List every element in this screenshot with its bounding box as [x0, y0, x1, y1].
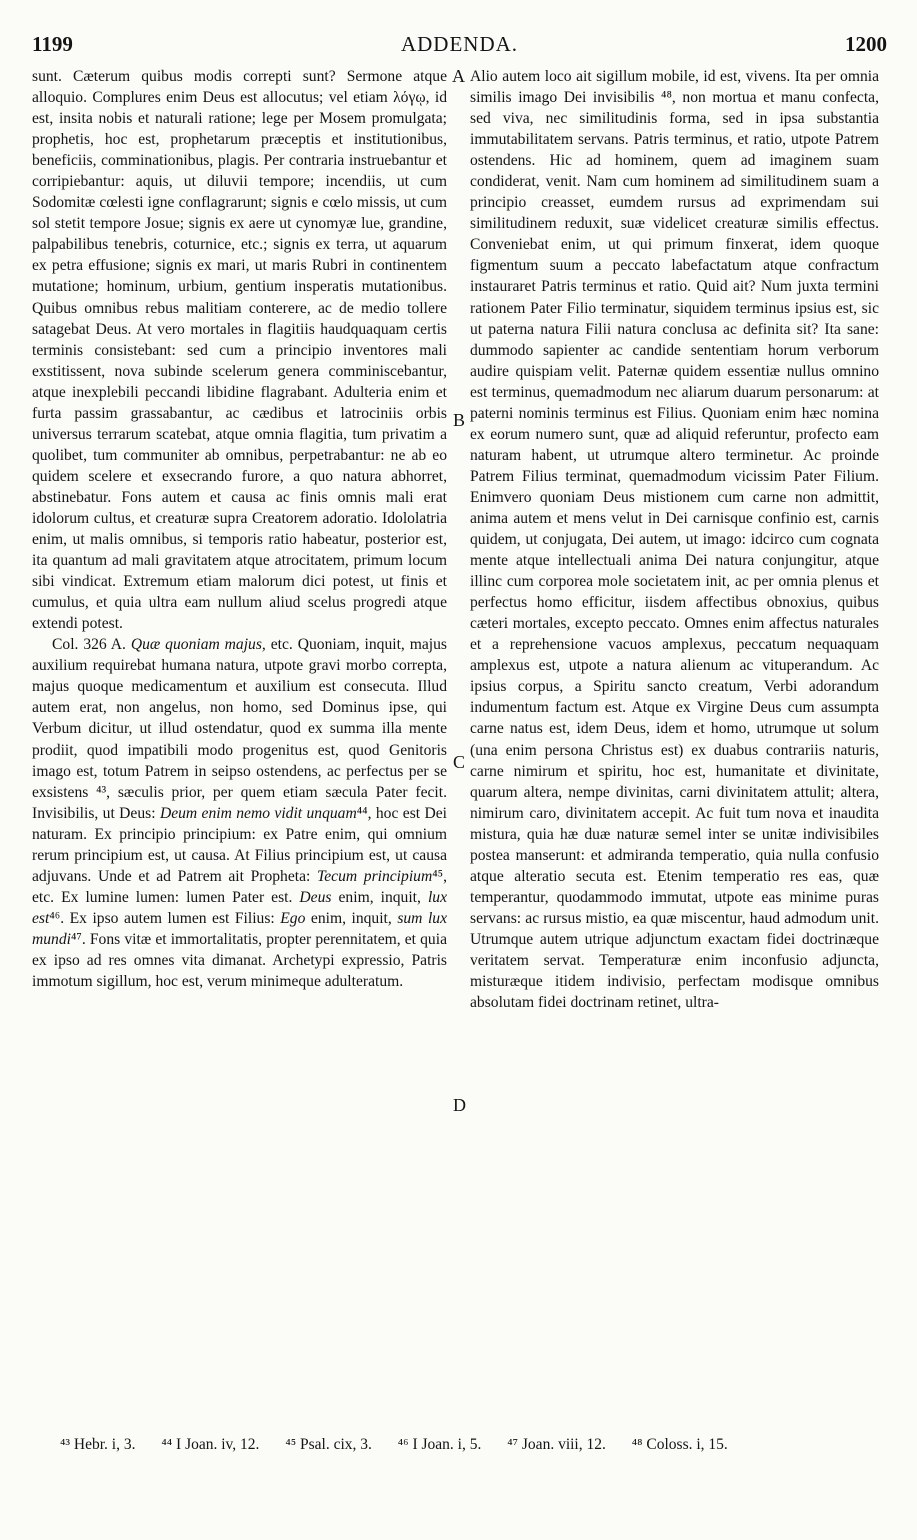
- text-run: etc. Quoniam, inquit, majus auxilium requirebat humana natura, utpote gravi morbo correpta, majus quoque medicamentum et auxilium est consecuta. Illud autem erat, non angelus, non homo, sed Dominus ipse, qui Verbum dicitur, ut illud ostendatur, quod ex summa illa mente prodiit, quod impatibili modo progenitus est, quod Genitoris imago est, totum Patrem in seipso ostendens, ac perfectus per se exsistens ⁴³, sæculis prior, per quem etiam sæcula Pater fecit. Invisibilis, ut Deus:: [32, 636, 447, 822]
- page-number-left: 1199: [32, 32, 73, 56]
- scripture-quote: lux est: [32, 888, 447, 927]
- text-run: ⁴⁵, etc. Ex lumine lumen: lumen Pater est.: [32, 867, 447, 906]
- column-reference: Col. 326 A.: [52, 636, 126, 654]
- scripture-quote: Deus: [299, 888, 332, 906]
- left-paragraph-2: [32, 634, 447, 992]
- text-run: enim, inquit,: [310, 909, 392, 927]
- margin-marker-c: C: [453, 752, 466, 772]
- footnote: ⁴⁵ Psal. cix, 3.: [285, 1436, 372, 1453]
- scripture-quote: Tecum principium: [317, 867, 433, 885]
- running-header: [32, 32, 887, 64]
- text-run: ⁴⁴, hoc est Dei naturam. Ex principio principium: ex Patre enim, qui omnium rerum principium est, ut causa. At Filius principium est, ut causa adjuvans. Unde et ad Patrem ait Propheta:: [32, 804, 447, 885]
- running-title: ADDENDA.: [400, 32, 519, 56]
- margin-marker-d: D: [453, 1095, 466, 1115]
- scripture-quote: Ego: [280, 909, 306, 927]
- text-run: ⁴⁶. Ex ipso autem lumen est Filius:: [49, 909, 275, 927]
- text-run: ⁴⁷. Fons vitæ et immortalitatis, propter perennitatem, et quia ex ipso ad res omnes vita dimanat. Archetypi expressio, Patris immotum sigillum, hoc est, verum minimeque adulteratum.: [32, 930, 447, 991]
- left-column: [32, 66, 447, 992]
- right-paragraph-1: Alio autem loco ait sigillum mobile, id est, vivens. Ita per omnia similis imago Dei invisibilis ⁴⁸, non mortua et manu confecta, sed viva, nec similitudinis forma, sed in ipsa substantia immutabilitatem servans. Patris terminus, et ratio, utpote Patrem ostendens. Hic ad hominem, quem ad imaginem suam condiderat, venit. Nam cum hominem ad similitudinem suam a principio creasset, eumdem rursus ad exprimendam sui similitudinem reduxit, suæ videlicet creaturæ similis effectus. Conveniebat enim, ut qui primum finxerat, idem quoque figmentum suum a peccato labefactatum atque confractum instauraret Patris terminus et ratio. Quid ait? Num juxta termini rationem Pater Filio terminatur, siquidem terminus ipsius est, sic ut paterna natura Filii natura conclusa ac definita sit? Ita sane: dummodo sapienter ac candide sententiam horum verborum audire quispiam velit. Paternæ quidem essentiæ nullus omnino est terminus, quemadmodum nec aliarum duarum personarum: at paterni nominis terminus est Filius. Quoniam enim hæc nomina ex eorum numero sunt, quæ ad aliquid referuntur, profecto eam naturam habent, ut utrumque altero terminetur. Ac proinde Patrem Filius terminat, quemadmodum vicissim Pater Filium. Enimvero quoniam Deus mistionem cum carne non admittit, anima autem et mens velut in Dei carnisque confinio est, carnis quidem, ut conjugata, Dei autem, ut imago: idcirco cum cognata mente atque intellectuali anima Dei natura conjungitur, atque illinc cum corporea mole societatem init, ac per omnia plenus et perfectus homo efficitur, iisdem affectibus obnoxius, quibus cæteri mortales, excepto peccato. Omnes enim affectus naturales et a reprehensione vacuos amplexus, peccatum nequaquam amplexus est, utpote a natura alienum ac vituperandum. Ac ipsius corpus, a Spiritu sancto creatum, Verbi adorandum indumentum factum est. Atque ex Virgine Deus cum assumpta carne natus est, idem Deus, idem et homo, utrumque ut solum (una enim persona Christus est) ex duabus contrariis naturis, carne nimirum et spiritu, hoc est, humanitate et divinitate, quarum altera, nempe divinitas, carni divinitatem attulit; altera, nimirum caro, divinitatem accepit. Ac fuit tum nova et inaudita mistura, quia hæ duæ naturæ semel inter se unitæ indivisibiles postea manserunt: et admiranda temperatio, quia nulla confusio atque alteratio secuta est. Etenim temperatio res eas, quæ temperantur, quodammodo immutat, utpote eas minime puras servans: ac rursus mistio, ea quæ miscentur, haud admodum unit. Utrumque autem utrique adjunctum exactam fidei doctrinæque veritatem servat. Temperaturæ enim inconfusio adjuncta, misturæque itidem indivisio, perfectam modisque omnibus absolutam fidei doctrinam retinet, ultra-: [470, 68, 879, 1012]
- lemma-quote: Quæ quoniam majus,: [130, 636, 266, 654]
- scripture-quote: Deum enim nemo vidit unquam: [159, 804, 357, 822]
- footnote: ⁴⁷ Joan. viii, 12.: [507, 1436, 606, 1453]
- margin-marker-a: A: [452, 66, 465, 86]
- text-run: enim, inquit,: [338, 888, 421, 906]
- page-number-right: 1200: [845, 32, 887, 56]
- footnote: ⁴⁸ Coloss. i, 15.: [631, 1436, 728, 1453]
- footnotes: [60, 1436, 880, 1454]
- left-paragraph-1: sunt. Cæterum quibus modis correpti sunt? Sermone atque alloquio. Complures enim Deus est allocutus; vel etiam λόγῳ, id est, insita nobis et naturali ratione; lege per Mosem promulgata; prophetis, hoc est, prophetarum præceptis et institutionibus, beneficiis, comminationibus, plagis. Per contraria instruebantur et corripiebantur: aquis, ut diluvii tempore; incendiis, ut cum Sodomitæ cœlesti igne conflagrarunt; signis e cœlo missis, ut cum sol stetit tempore Josue; signis ex aere ut cynomyæ lue, grandine, palpabilibus tenebris, coturnice, etc.; signis ex terra, ut aquarum ex petra effusione; signis ex mari, ut maris Rubri in continentem mutatione; hominum, urbium, gentium insperatis mutationibus. Quibus omnibus rebus malitiam conterere, ac de medio tollere satagebat Deus. At vero mortales in flagitiis haudquaquam certis terminis consistebant: sed cum a principio inventores mali exstitissent, nova subinde scelerum genera comminiscebantur, atque inexplebili peccandi libidine flagrabant. Adulteria enim et furta passim grassabantur, ac cædibus et latrociniis orbis universus terrarum scatebat, atque omnia flagitia, tum privatim a quolibet, tum communiter ab omnibus, perpetrabantur: ne ab eo quidem scelere et exsecrando furore, a quo natura abhorret, abstinebatur. Fons autem et causa ac finis omnis mali erat idolorum cultus, et creaturæ supra Creatorem adoratio. Idololatria enim, ut malis omnibus, si temporis ratio habeatur, posterior est, ita quantum ad mali gravitatem atque atrocitatem, primum locum sibi vindicat. Extremum etiam malorum dici potest, ut finis et cumulus, et quia ultra eam nullum aliud scelus progredi atque extendi potest.: [32, 68, 447, 633]
- footnote: ⁴³ Hebr. i, 3.: [60, 1436, 136, 1453]
- footnote: ⁴⁶ I Joan. i, 5.: [397, 1436, 482, 1453]
- scripture-quote: sum lux mundi: [32, 909, 448, 948]
- margin-marker-b: B: [453, 410, 466, 430]
- footnote: ⁴⁴ I Joan. iv, 12.: [161, 1436, 260, 1453]
- right-column: [470, 66, 879, 1013]
